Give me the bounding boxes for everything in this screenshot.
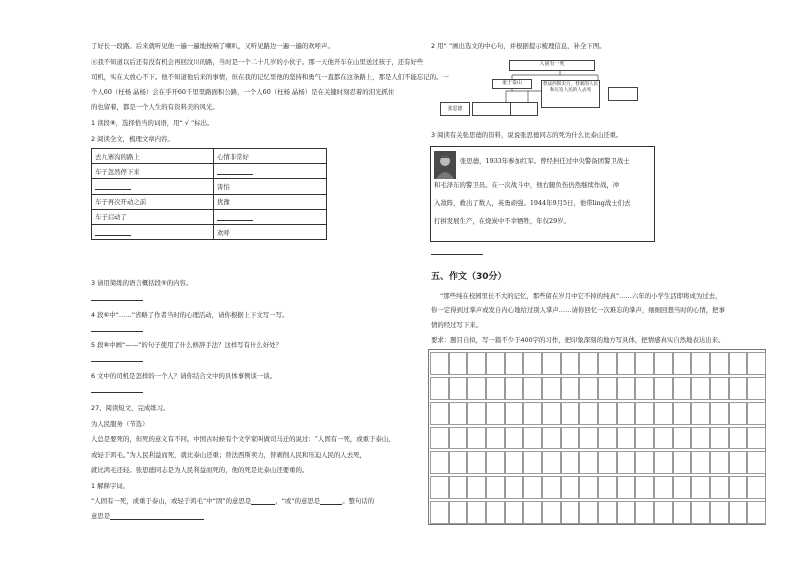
question-explain: 1 解释字词。 [91, 482, 130, 490]
table-row [92, 164, 327, 179]
grid-cell[interactable] [729, 352, 748, 375]
grid-cell[interactable] [542, 451, 561, 474]
question-6: 6 文中的司机是怎样的一个人？请你结合文中的具体事例谈一谈。 [91, 372, 277, 380]
grid-cell[interactable] [747, 427, 766, 450]
grid-cell[interactable] [430, 476, 449, 499]
question-5: 5 段⑧中画“——”的句子使用了什么修辞手法？这样写有什么好处？ [91, 341, 282, 349]
grid-cell[interactable] [430, 427, 449, 450]
answer-line[interactable] [431, 254, 483, 255]
grid-cell[interactable] [430, 377, 449, 400]
essay-prompt-line: “那些纯在校园里长不大的记忆，那些留在岁月中它不掉的纯真”……六年的小学生活即将成为过去， [440, 292, 722, 300]
grid-cell[interactable] [523, 377, 542, 400]
grid-cell[interactable] [747, 476, 766, 499]
grid-cell[interactable] [561, 451, 580, 474]
essay-prompt-line: 情的经过写下来。 [431, 321, 483, 329]
grid-cell[interactable] [747, 451, 766, 474]
grid-cell[interactable] [691, 501, 710, 524]
grid-cell[interactable] [505, 427, 524, 450]
explain-text: ，“或”的意思是 [275, 497, 321, 505]
answer-blank[interactable] [110, 513, 204, 520]
grid-cell[interactable] [617, 476, 636, 499]
table-cell: 犹豫 [214, 194, 327, 209]
grid-cell[interactable] [691, 402, 710, 425]
passage-line: 或轻于鸿毛。”为人民利益而死，就比泰山还重；替法西斯卖力，替剥削人民和压迫人民的人去死， [91, 451, 366, 459]
answer-blank[interactable] [217, 168, 253, 175]
grid-cell[interactable] [729, 377, 748, 400]
table-cell[interactable] [92, 179, 214, 194]
answer-line[interactable] [91, 392, 143, 393]
grid-cell[interactable] [710, 402, 729, 425]
grid-cell[interactable] [635, 402, 654, 425]
grid-cell[interactable] [598, 451, 617, 474]
section-5-title: 五、作文（30分） [431, 272, 507, 282]
answer-line[interactable] [91, 331, 143, 332]
essay-writing-grid[interactable] [428, 349, 766, 525]
grid-cell[interactable] [747, 402, 766, 425]
grid-cell[interactable] [673, 427, 692, 450]
grid-cell[interactable] [635, 427, 654, 450]
grid-cell[interactable] [691, 427, 710, 450]
grid-cell[interactable] [542, 501, 561, 524]
grid-cell[interactable] [561, 402, 580, 425]
grid-cell[interactable] [729, 451, 748, 474]
grid-cell[interactable] [523, 501, 542, 524]
table-row [92, 194, 327, 209]
grid-cell[interactable] [710, 427, 729, 450]
grid-cell[interactable] [505, 451, 524, 474]
grid-cell[interactable] [449, 501, 468, 524]
grid-cell[interactable] [505, 377, 524, 400]
table-cell: 车子启动了 [92, 209, 214, 224]
grid-cell[interactable] [579, 352, 598, 375]
grid-cell[interactable] [654, 402, 673, 425]
bio-box [430, 146, 655, 242]
grid-cell[interactable] [579, 501, 598, 524]
grid-cell[interactable] [691, 377, 710, 400]
diagram-answer-box[interactable] [608, 87, 638, 101]
grid-cell[interactable] [673, 402, 692, 425]
intro-line: 司机，实在太放心不下。他不知道他后来的事情，但在我的记忆里他的坚持和勇气一直都在这条路上，那是人们不能忘记的。一 [91, 73, 449, 81]
grid-cell[interactable] [598, 377, 617, 400]
grid-cell[interactable] [430, 501, 449, 524]
intro-line: ⑧我不知道以后还有没有机会再回汶川的路，当时是一个二十几岁的小伙子。那一天他开车在山里送过孩子，还有好些 [91, 58, 424, 66]
grid-cell[interactable] [654, 377, 673, 400]
table-cell[interactable] [214, 209, 327, 224]
table-cell: 害怕 [214, 179, 327, 194]
grid-cell[interactable] [579, 377, 598, 400]
explain-line-2 [91, 512, 204, 520]
question-r3: 3 阅读有关张思德的资料，说说张思德同志的死为什么比泰山还重。 [431, 131, 623, 139]
grid-cell[interactable] [710, 451, 729, 474]
grid-cell[interactable] [430, 352, 449, 375]
grid-cell[interactable] [505, 352, 524, 375]
explain-text: “人固有一死，或重于泰山，或轻于鸿毛”中“固”的意思是 [91, 497, 252, 505]
grid-cell[interactable] [729, 427, 748, 450]
portrait-figure [434, 151, 456, 179]
plot-table [91, 148, 327, 240]
table-row [92, 149, 327, 164]
grid-cell[interactable] [561, 501, 580, 524]
grid-cell[interactable] [486, 402, 505, 425]
question-27: 27、阅读短文，完成练习。 [91, 404, 170, 412]
grid-cell[interactable] [467, 377, 486, 400]
grid-cell[interactable] [579, 451, 598, 474]
grid-cell[interactable] [542, 352, 561, 375]
answer-blank[interactable] [95, 183, 131, 190]
grid-cell[interactable] [579, 427, 598, 450]
answer-blank[interactable] [251, 498, 275, 505]
essay-prompt-line: 要求：题目自拟，写一篇不少于400字的习作，把印象深刻的地方写具体，把情感真实自然地表达出来。 [431, 336, 725, 344]
grid-cell[interactable] [561, 476, 580, 499]
grid-cell[interactable] [710, 377, 729, 400]
grid-cell[interactable] [747, 501, 766, 524]
grid-cell[interactable] [635, 451, 654, 474]
grid-cell[interactable] [486, 352, 505, 375]
grid-cell[interactable] [542, 377, 561, 400]
grid-cell[interactable] [617, 501, 636, 524]
grid-cell[interactable] [729, 476, 748, 499]
grid-cell[interactable] [598, 352, 617, 375]
grid-cell[interactable] [635, 352, 654, 375]
table-row [92, 209, 327, 224]
grid-cell[interactable] [654, 352, 673, 375]
bio-line: 打拼发展生产，在烧炭中不幸牺牲，年仅29岁。 [434, 217, 570, 225]
grid-cell[interactable] [673, 476, 692, 499]
bio-line: 和毛泽东的警卫员。在一次战斗中，他右腿负伤仍然继续作战，冲 [434, 181, 620, 189]
grid-cell[interactable] [449, 352, 468, 375]
answer-blank[interactable] [95, 229, 131, 236]
question-3: 3 请用简练的语言概括段⑤的内容。 [91, 279, 193, 287]
intro-line: 了好长一段路。后来就听见他一遍一遍地按响了喇叭，又听见路边一遍一遍的欢呼声。 [91, 42, 334, 50]
grid-cell[interactable] [561, 352, 580, 375]
answer-line[interactable] [91, 300, 143, 301]
grid-cell[interactable] [467, 451, 486, 474]
question-1: 1 读段⑧，选择恰当的词语，用“ √ ”标出。 [91, 119, 214, 127]
grid-cell[interactable] [523, 476, 542, 499]
grid-cell[interactable] [449, 451, 468, 474]
grid-cell[interactable] [542, 402, 561, 425]
grid-cell[interactable] [747, 352, 766, 375]
grid-cell[interactable] [617, 427, 636, 450]
grid-cell[interactable] [467, 402, 486, 425]
grid-cell[interactable] [505, 402, 524, 425]
table-cell: 车子忽然停下来 [92, 164, 214, 179]
bio-line: 张思德，1933年参加红军。曾经担任过中央警备团警卫战士 [460, 157, 630, 165]
grid-cell[interactable] [523, 402, 542, 425]
grid-cell[interactable] [673, 501, 692, 524]
grid-cell[interactable] [691, 476, 710, 499]
grid-cell[interactable] [579, 476, 598, 499]
intro-line: 个人60（枉杨 晶杨）会在乎开60千里里路面积公路，一个人60（枉杨 晶杨）是在关键时刻忍着的泪光抓住 [91, 88, 395, 96]
table-cell: 欢呼 [214, 224, 327, 239]
grid-cell[interactable] [617, 451, 636, 474]
grid-cell[interactable] [747, 377, 766, 400]
grid-cell[interactable] [523, 352, 542, 375]
table-cell[interactable] [214, 164, 327, 179]
grid-cell[interactable] [467, 476, 486, 499]
grid-cell[interactable] [598, 476, 617, 499]
grid-cell[interactable] [635, 377, 654, 400]
portrait-photo [434, 151, 456, 179]
answer-blank[interactable] [217, 214, 253, 221]
grid-cell[interactable] [449, 377, 468, 400]
grid-cell[interactable] [654, 476, 673, 499]
grid-cell[interactable] [673, 377, 692, 400]
question-4: 4 段⑥中“……”省略了作者当时的心理活动，请你根据上下文写一写。 [91, 311, 289, 319]
answer-blank[interactable] [320, 498, 342, 505]
table-cell[interactable] [92, 224, 214, 239]
grid-cell[interactable] [449, 402, 468, 425]
table-cell: 去九寨沟的路上 [92, 149, 214, 164]
explain-text: 。整句话的 [342, 497, 375, 505]
grid-cell[interactable] [449, 427, 468, 450]
grid-cell[interactable] [486, 451, 505, 474]
diagram-answer-box[interactable] [510, 102, 538, 116]
essay-prompt-line: 你一定得到过掌声或发自内心地给过别人掌声……请你回忆一次难忘的掌声，细细回想当时的心情，把事 [431, 306, 725, 314]
intro-line: 的也留着，都是一个人生的有资料美的风光。 [91, 103, 219, 111]
grid-cell[interactable] [729, 402, 748, 425]
grid-cell[interactable] [542, 476, 561, 499]
grid-cell[interactable] [467, 427, 486, 450]
grid-cell[interactable] [710, 501, 729, 524]
grid-cell[interactable] [486, 377, 505, 400]
grid-cell[interactable] [505, 476, 524, 499]
diagram-answer-box[interactable] [472, 102, 512, 116]
grid-cell[interactable] [635, 476, 654, 499]
grid-cell[interactable] [691, 451, 710, 474]
grid-cell[interactable] [523, 427, 542, 450]
grid-cell[interactable] [523, 451, 542, 474]
grid-cell[interactable] [486, 501, 505, 524]
grid-cell[interactable] [691, 352, 710, 375]
grid-cell[interactable] [710, 476, 729, 499]
diagram-box-mid-left: 重于泰山 [492, 79, 532, 89]
grid-cell[interactable] [467, 501, 486, 524]
grid-cell[interactable] [654, 501, 673, 524]
grid-cell[interactable] [654, 427, 673, 450]
grid-cell[interactable] [505, 501, 524, 524]
table-cell: 车子再次开动之前 [92, 194, 214, 209]
table-row [92, 224, 327, 239]
grid-cell[interactable] [654, 451, 673, 474]
passage-line: 就比鸿毛还轻。张思德同志是为人民利益而死的，他的死是比泰山还要重的。 [91, 466, 309, 474]
explain-text: 意思是 [91, 512, 111, 520]
diagram-box-top: 人固有一死 [509, 60, 595, 71]
grid-cell[interactable] [579, 402, 598, 425]
explain-line-1 [91, 497, 374, 505]
grid-cell[interactable] [486, 427, 505, 450]
grid-cell[interactable] [486, 476, 505, 499]
grid-cell[interactable] [542, 427, 561, 450]
passage-title: 为人民服务（节选） [91, 420, 149, 428]
grid-cell[interactable] [449, 476, 468, 499]
grid-cell[interactable] [598, 402, 617, 425]
diagram-box-bottom-left: 张思德 [440, 102, 470, 116]
answer-line[interactable] [91, 361, 143, 362]
grid-cell[interactable] [673, 352, 692, 375]
grid-cell[interactable] [673, 451, 692, 474]
question-2: 2 阅读全文，梳理文章内容。 [91, 135, 174, 143]
grid-cell[interactable] [430, 451, 449, 474]
grid-cell[interactable] [561, 377, 580, 400]
grid-cell[interactable] [561, 427, 580, 450]
passage-line: 人总是要死的，但死的意义有不同。中国古时候有个文学家叫做司马迁的说过：“人固有一死，或重于泰山， [91, 435, 395, 443]
grid-cell[interactable] [710, 352, 729, 375]
table-cell: 心情非常好 [214, 149, 327, 164]
grid-cell[interactable] [430, 402, 449, 425]
grid-cell[interactable] [617, 377, 636, 400]
diagram-box-mid-right: 替法西斯卖力，替剥削人民和压迫人民的人去死 [541, 80, 600, 108]
grid-cell[interactable] [598, 501, 617, 524]
bio-line: 入敌阵，救出了数人，英勇顽强。1944年9月5日，他带ling战士们去 [434, 199, 631, 207]
grid-cell[interactable] [598, 427, 617, 450]
grid-cell[interactable] [617, 402, 636, 425]
question-r2: 2 用“ ”画出选文的中心句，并根据提示梳理信息，补全下图。 [431, 42, 606, 50]
grid-cell[interactable] [635, 501, 654, 524]
table-row [92, 179, 327, 194]
grid-cell[interactable] [617, 352, 636, 375]
grid-cell[interactable] [467, 352, 486, 375]
grid-cell[interactable] [729, 501, 748, 524]
